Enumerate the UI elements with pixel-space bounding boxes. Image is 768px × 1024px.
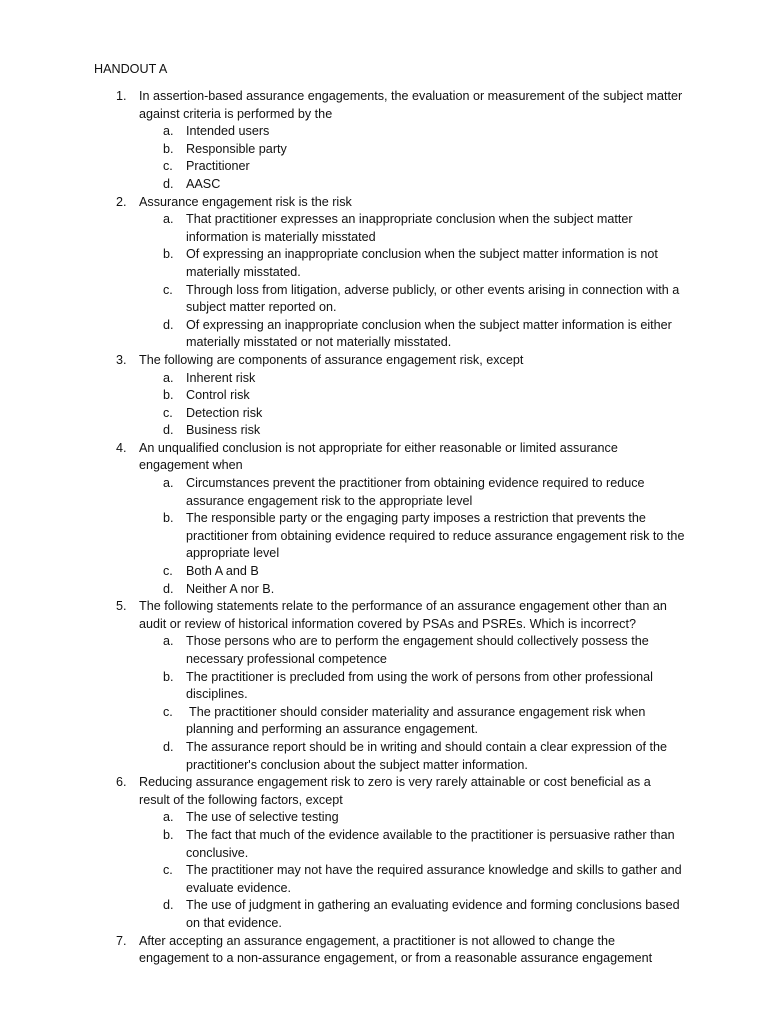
option-c [0, 704, 768, 739]
option-a [0, 809, 768, 827]
option-text: AASC [186, 176, 221, 191]
option-text: Intended users [186, 124, 270, 139]
option-letter: a. [163, 124, 174, 139]
option-letter: a. [163, 634, 174, 649]
option-text: Responsible party [186, 141, 287, 156]
option-letter: a. [163, 476, 174, 491]
option-letter: c. [163, 282, 173, 297]
question-text: An unqualified conclusion is not appropriate for either reasonable or limited assurance engagement when [139, 440, 618, 473]
option-a [0, 123, 768, 141]
question-text: Assurance engagement risk is the risk [139, 194, 352, 209]
option-b [0, 827, 768, 862]
option-text: Control risk [186, 388, 250, 403]
question-list [0, 88, 768, 968]
question-number: 4. [116, 440, 127, 455]
option-letter: d. [163, 581, 174, 596]
question-5 [0, 598, 768, 774]
option-text: Both A and B [186, 564, 259, 579]
option-d [0, 739, 768, 774]
option-d [0, 581, 768, 599]
question-number: 5. [116, 599, 127, 614]
option-c [0, 862, 768, 897]
option-text: Circumstances prevent the practitioner from obtaining evidence required to reduce assurance engagement risk to the appropriate level [186, 476, 645, 508]
option-text: That practitioner expresses an inappropriate conclusion when the subject matter information is materially misstated [186, 212, 633, 244]
option-b [0, 246, 768, 281]
option-letter: c. [163, 704, 173, 719]
option-b [0, 669, 768, 704]
question-text: After accepting an assurance engagement, a practitioner is not allowed to change the engagement to a non-assurance engagement, or from a reasonable assurance engagement [139, 933, 653, 966]
option-text: The practitioner is precluded from using the work of persons from other professional disciplines. [186, 669, 653, 702]
option-d [0, 317, 768, 352]
option-letter: c. [163, 405, 173, 420]
option-letter: a. [163, 370, 174, 385]
option-letter: b. [163, 141, 174, 156]
option-text: Through loss from litigation, adverse publicly, or other events arising in connection with a subject matter reported on. [186, 282, 680, 315]
option-c [0, 405, 768, 423]
question-number: 3. [116, 352, 127, 367]
question-7 [0, 933, 768, 968]
option-letter: b. [163, 669, 174, 684]
question-3 [0, 352, 768, 440]
option-letter: c. [163, 564, 173, 579]
option-letter: d. [163, 739, 174, 754]
option-text: The use of judgment in gathering an evaluating evidence and forming conclusions based on that evidence. [186, 898, 680, 930]
question-text: The following statements relate to the performance of an assurance engagement other than an audit or review of historical information covered by PSAs and PSREs. Which is incorrect? [139, 599, 667, 631]
option-letter: b. [163, 511, 174, 526]
option-letter: b. [163, 247, 174, 262]
question-number: 2. [116, 194, 127, 209]
option-text: The responsible party or the engaging party imposes a restriction that prevents the practitioner from obtaining evidence required to reduce assurance engagement risk to the appropriate level [186, 511, 685, 561]
option-c [0, 282, 768, 317]
option-letter: b. [163, 827, 174, 842]
option-text: Of expressing an inappropriate conclusion when the subject matter information is not materially misstated. [186, 247, 658, 279]
option-letter: c. [163, 159, 173, 174]
option-text: Of expressing an inappropriate conclusion when the subject matter information is either materially misstated or not materially misstated. [186, 317, 672, 350]
option-c [0, 158, 768, 176]
question-number: 7. [116, 933, 127, 948]
question-text: Reducing assurance engagement risk to zero is very rarely attainable or cost beneficial as a result of the following factors, except [139, 775, 651, 807]
option-d [0, 176, 768, 194]
option-text: Business risk [186, 423, 261, 438]
option-text: The practitioner may not have the required assurance knowledge and skills to gather and evaluate evidence. [186, 863, 682, 895]
option-letter: d. [163, 423, 174, 438]
option-a [0, 633, 768, 668]
question-number: 1. [116, 89, 127, 103]
option-d [0, 422, 768, 440]
option-letter: d. [163, 176, 174, 191]
option-letter: d. [163, 317, 174, 332]
question-4 [0, 440, 768, 598]
option-a [0, 370, 768, 388]
option-text: The practitioner should consider materiality and assurance engagement risk when planning and performing an assurance engagement. [186, 704, 646, 737]
question-text: The following are components of assurance engagement risk, except [139, 352, 524, 367]
question-number: 6. [116, 775, 127, 790]
option-c [0, 563, 768, 581]
option-b [0, 510, 768, 563]
question-2 [0, 194, 768, 352]
option-text: Detection risk [186, 405, 263, 420]
option-letter: a. [163, 212, 174, 227]
option-letter: d. [163, 898, 174, 913]
option-text: The use of selective testing [186, 810, 339, 825]
option-d [0, 897, 768, 932]
option-a [0, 475, 768, 510]
option-text: Inherent risk [186, 370, 256, 385]
option-letter: c. [163, 863, 173, 878]
question-6 [0, 774, 768, 932]
option-text: Practitioner [186, 159, 250, 174]
option-text: Those persons who are to perform the engagement should collectively possess the necessary professional competence [186, 634, 649, 666]
option-text: Neither A nor B. [186, 581, 275, 596]
option-text: The assurance report should be in writing and should contain a clear expression of the practitioner's conclusion about the subject matter information. [186, 739, 667, 772]
option-b [0, 141, 768, 159]
question-1 [0, 88, 768, 194]
option-letter: b. [163, 388, 174, 403]
option-letter: a. [163, 810, 174, 825]
option-a [0, 211, 768, 246]
option-text: The fact that much of the evidence available to the practitioner is persuasive rather than conclusive. [186, 827, 675, 860]
handout-title: HANDOUT A [94, 62, 168, 76]
option-b [0, 387, 768, 405]
question-text: In assertion-based assurance engagements, the evaluation or measurement of the subject matter against criteria is performed by the [139, 89, 683, 121]
